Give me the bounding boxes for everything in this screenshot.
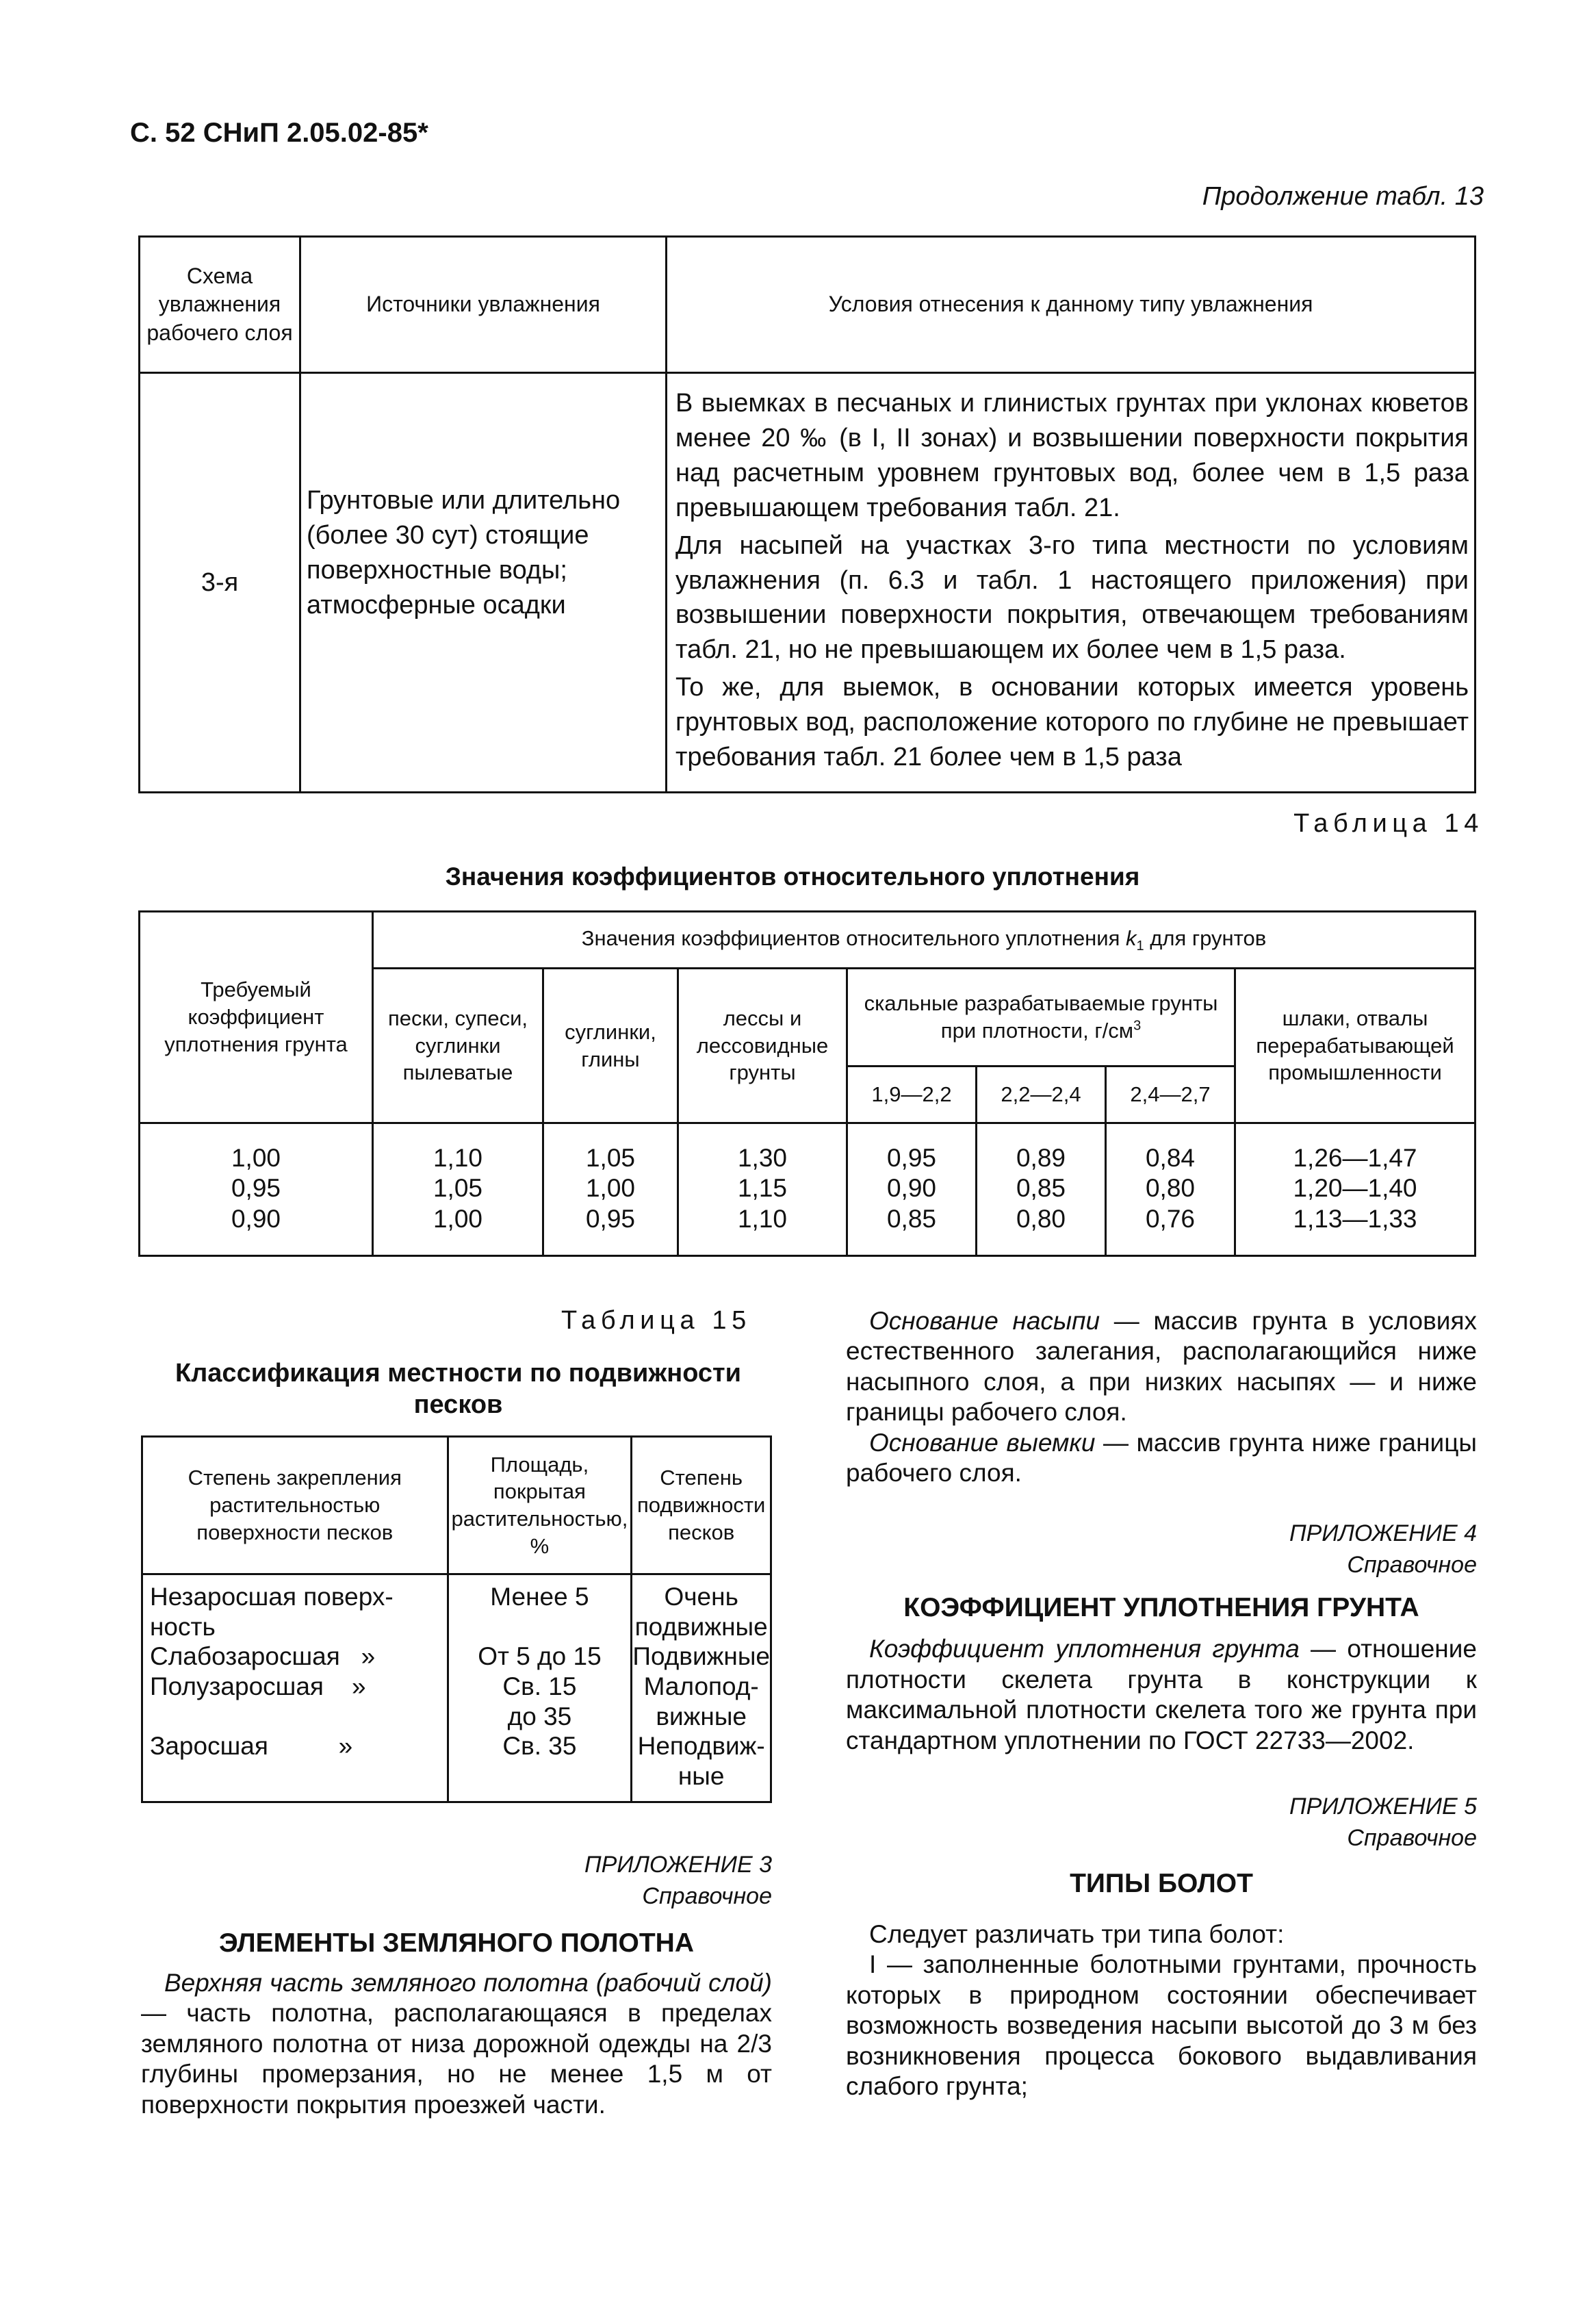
list-item: Св. 35 <box>502 1732 577 1761</box>
appendix-4-paragraph <box>846 1634 1477 1756</box>
list-item: до 35 <box>507 1702 572 1731</box>
value: 1,00 <box>231 1144 281 1172</box>
definition-paragraph <box>846 1306 1477 1428</box>
value: 1,00 <box>433 1204 482 1233</box>
col-header-slag: шлаки, отвалы перерабатывающей промышленности <box>1235 969 1476 1123</box>
col-header-vegetation: Степень закрепления растительностью поверхности песков <box>142 1437 448 1574</box>
definition: — массив грунта в условиях естественного залегания, располагающийся ниже насыпного слоя, а при низких насыпях — и ниже границы рабочего слоя. <box>846 1307 1477 1427</box>
value: 0,95 <box>231 1174 281 1203</box>
value: 1,10 <box>433 1144 482 1172</box>
term: Верхняя часть земляного полотна (рабочий слой) <box>164 1969 772 1997</box>
col-header-conditions: Условия отнесения к данному типу увлажнения <box>667 237 1476 373</box>
table-15-title: Классификация местности по подвижности песков <box>175 1359 742 1419</box>
table-continuation-label: Продолжение табл. 13 <box>1202 182 1484 211</box>
table-14-title: Значения коэффициентов относительного уплотнения <box>445 863 1140 891</box>
symbol-k: k <box>1126 925 1137 950</box>
appendix-4-type: Справочное <box>1347 1551 1477 1578</box>
table-header-row <box>140 237 1476 373</box>
rock-header-sup: 3 <box>1133 1018 1142 1034</box>
list-item: Св. 15 <box>502 1672 577 1700</box>
list-item: Подвижные <box>632 1642 770 1671</box>
list-item: Заросшая » <box>150 1732 353 1761</box>
table-row <box>140 373 1476 793</box>
term: Основание насыпи <box>869 1307 1100 1335</box>
list-item: Незаросшая поверх- <box>150 1583 394 1611</box>
cell-slag <box>1235 1123 1476 1256</box>
condition-paragraph: То же, для выемок, в основании которых имеется уровень грунтовых вод, расположение которого по глубине не превышает требования табл. 21 более чем в 1,5 раза <box>675 673 1469 772</box>
col-header-loam: суглинки, глины <box>543 969 678 1123</box>
value: 0,95 <box>886 1144 936 1172</box>
list-item <box>150 1702 447 1732</box>
definition: — отношение плотности скелета грунта в конструкции к максимальной плотности скелета того же грунта при стандартном уплотнении по ГОСТ 22733—2002. <box>846 1635 1477 1754</box>
table-row <box>140 1123 1476 1256</box>
cell-loess <box>678 1123 847 1256</box>
col-header-loess: лессы и лессовидные грунты <box>678 969 847 1123</box>
list-item: ные <box>678 1761 725 1790</box>
value: 1,15 <box>737 1174 787 1203</box>
page-header: С. 52 СНиП 2.05.02-85* <box>130 118 428 148</box>
cell-rock-3 <box>1106 1123 1235 1256</box>
value: 1,10 <box>737 1204 787 1233</box>
definition-paragraph <box>846 1428 1477 1489</box>
value: 1,05 <box>433 1174 482 1203</box>
value: 1,00 <box>585 1174 635 1203</box>
value: 0,76 <box>1145 1204 1195 1233</box>
appendix-4-title: КОЭФФИЦИЕНТ УПЛОТНЕНИЯ ГРУНТА <box>903 1593 1419 1623</box>
table-header-row <box>142 1437 771 1574</box>
list-item: Очень <box>664 1583 738 1611</box>
value: 0,80 <box>1016 1204 1066 1233</box>
cell-scheme: 3-я <box>140 373 300 793</box>
table-14 <box>138 910 1476 1257</box>
col-header-required: Требуемый коэффициент уплотнения грунта <box>140 912 373 1123</box>
appendix-4-label: ПРИЛОЖЕНИЕ 4 <box>1289 1520 1477 1547</box>
condition-paragraph: Для насыпей на участках 3-го типа местности по условиям увлажнения (п. 6.3 и табл. 1 настоящего приложения) при возвышении поверхности покрытия, отвечающем требованиям табл. 21, но не превышающем их более чем в 1,5 раза. <box>675 531 1469 665</box>
table-header-row <box>140 912 1476 969</box>
term: Коэффициент уплотнения грунта <box>869 1635 1300 1663</box>
list-item: Менее 5 <box>490 1583 589 1611</box>
table-15-label: Таблица 15 <box>561 1306 751 1335</box>
col-header-sources: Источники увлажнения <box>300 237 667 373</box>
table-15 <box>141 1435 772 1803</box>
list-item: Слабозаросшая » <box>150 1642 376 1671</box>
col-header-group <box>373 912 1476 969</box>
value: 0,85 <box>886 1204 936 1233</box>
value: 0,95 <box>585 1204 635 1233</box>
value: 1,13—1,33 <box>1293 1204 1417 1233</box>
col-header-area: Площадь, покрытая растительностью, % <box>448 1437 632 1574</box>
group-title-text: Значения коэффициентов относительного уплотнения <box>581 925 1120 950</box>
cell-area <box>448 1574 632 1802</box>
value: 1,05 <box>585 1144 635 1172</box>
value: 0,90 <box>886 1174 936 1203</box>
cell-source: Грунтовые или длительно (более 30 сут) стоящие поверхностные воды; атмосферные осадки <box>300 373 667 793</box>
rock-header-text: скальные разрабатываемые грунты при плотности, г/см <box>864 991 1218 1043</box>
cell-sand <box>373 1123 543 1256</box>
list-item <box>449 1612 631 1642</box>
value: 1,30 <box>737 1144 787 1172</box>
term: Основание выемки <box>869 1428 1096 1457</box>
appendix-5-intro: Следует различать три типа болот: <box>869 1920 1285 1949</box>
cell-loam <box>543 1123 678 1256</box>
cell-conditions <box>667 373 1476 793</box>
value: 0,84 <box>1145 1144 1195 1172</box>
list-item: ность <box>150 1612 216 1641</box>
definition: — массив грунта ниже границы рабочего слоя. <box>846 1428 1477 1487</box>
appendix-5-title: ТИПЫ БОЛОТ <box>1070 1869 1253 1899</box>
col-header-density-3: 2,4—2,7 <box>1106 1067 1235 1123</box>
cell-required <box>140 1123 373 1256</box>
list-item: От 5 до 15 <box>478 1642 602 1671</box>
appendix-3-title: ЭЛЕМЕНТЫ ЗЕМЛЯНОГО ПОЛОТНА <box>219 1928 694 1958</box>
table-13 <box>138 235 1476 793</box>
appendix-3-label: ПРИЛОЖЕНИЕ 3 <box>584 1852 772 1878</box>
right-column <box>846 1306 1477 2102</box>
appendix-5-type-1: I — заполненные болотными грунтами, прочность которых в природном состоянии обеспечивает возможность возведения насыпи высотой до 3 м без возникновения процесса бокового выдавливания слабого грунта; <box>846 1950 1477 2101</box>
value: 1,20—1,40 <box>1293 1174 1417 1203</box>
cell-rock-2 <box>977 1123 1106 1256</box>
appendix-5-type: Справочное <box>1347 1824 1477 1851</box>
cell-mobility <box>632 1574 771 1802</box>
col-header-density-2: 2,2—2,4 <box>977 1067 1106 1123</box>
group-title-tail: для грунтов <box>1150 925 1267 950</box>
appendix-3-type: Справочное <box>642 1882 772 1909</box>
table-row <box>142 1574 771 1802</box>
col-header-density-1: 1,9—2,2 <box>847 1067 977 1123</box>
appendix-3-paragraph <box>141 1968 772 2120</box>
appendix-3-section <box>141 1850 772 2120</box>
list-item: подвижные <box>634 1612 768 1641</box>
condition-paragraph: В выемках в песчаных и глинистых грунтах при уклонах кюветов менее 20 ‰ (в I, II зонах) и возвышении поверхности покрытия над расчетным уровнем грунтовых вод, более чем в 1,5 раза превышающем требования табл. 21. <box>675 389 1469 522</box>
col-header-mobility: Степень подвижности песков <box>632 1437 771 1574</box>
list-item: Малопод- <box>643 1672 759 1700</box>
cell-vegetation <box>142 1574 448 1802</box>
appendix-5-label: ПРИЛОЖЕНИЕ 5 <box>1289 1793 1477 1819</box>
list-item: Неподвиж- <box>637 1732 765 1761</box>
value: 0,80 <box>1145 1174 1195 1203</box>
definition: — часть полотна, располагающаяся в пределах земляного полотна от низа дорожной одежды на 2/3 глубины промерзания, но не менее 1,5 м от поверхности покрытия проезжей части. <box>141 1999 772 2119</box>
value: 0,90 <box>231 1204 281 1233</box>
value: 0,85 <box>1016 1174 1066 1203</box>
table-14-label: Таблица 14 <box>1293 809 1484 838</box>
value: 0,89 <box>1016 1144 1066 1172</box>
value: 1,26—1,47 <box>1293 1144 1417 1172</box>
symbol-k-index: 1 <box>1136 938 1144 954</box>
list-item: вижные <box>656 1702 747 1731</box>
col-header-rock <box>847 969 1235 1067</box>
cell-rock-1 <box>847 1123 977 1256</box>
list-item: Полузаросшая » <box>150 1672 366 1700</box>
col-header-sand: пески, супеси, суглинки пылеватые <box>373 969 543 1123</box>
col-header-scheme: Схема увлажнения рабочего слоя <box>140 237 300 373</box>
